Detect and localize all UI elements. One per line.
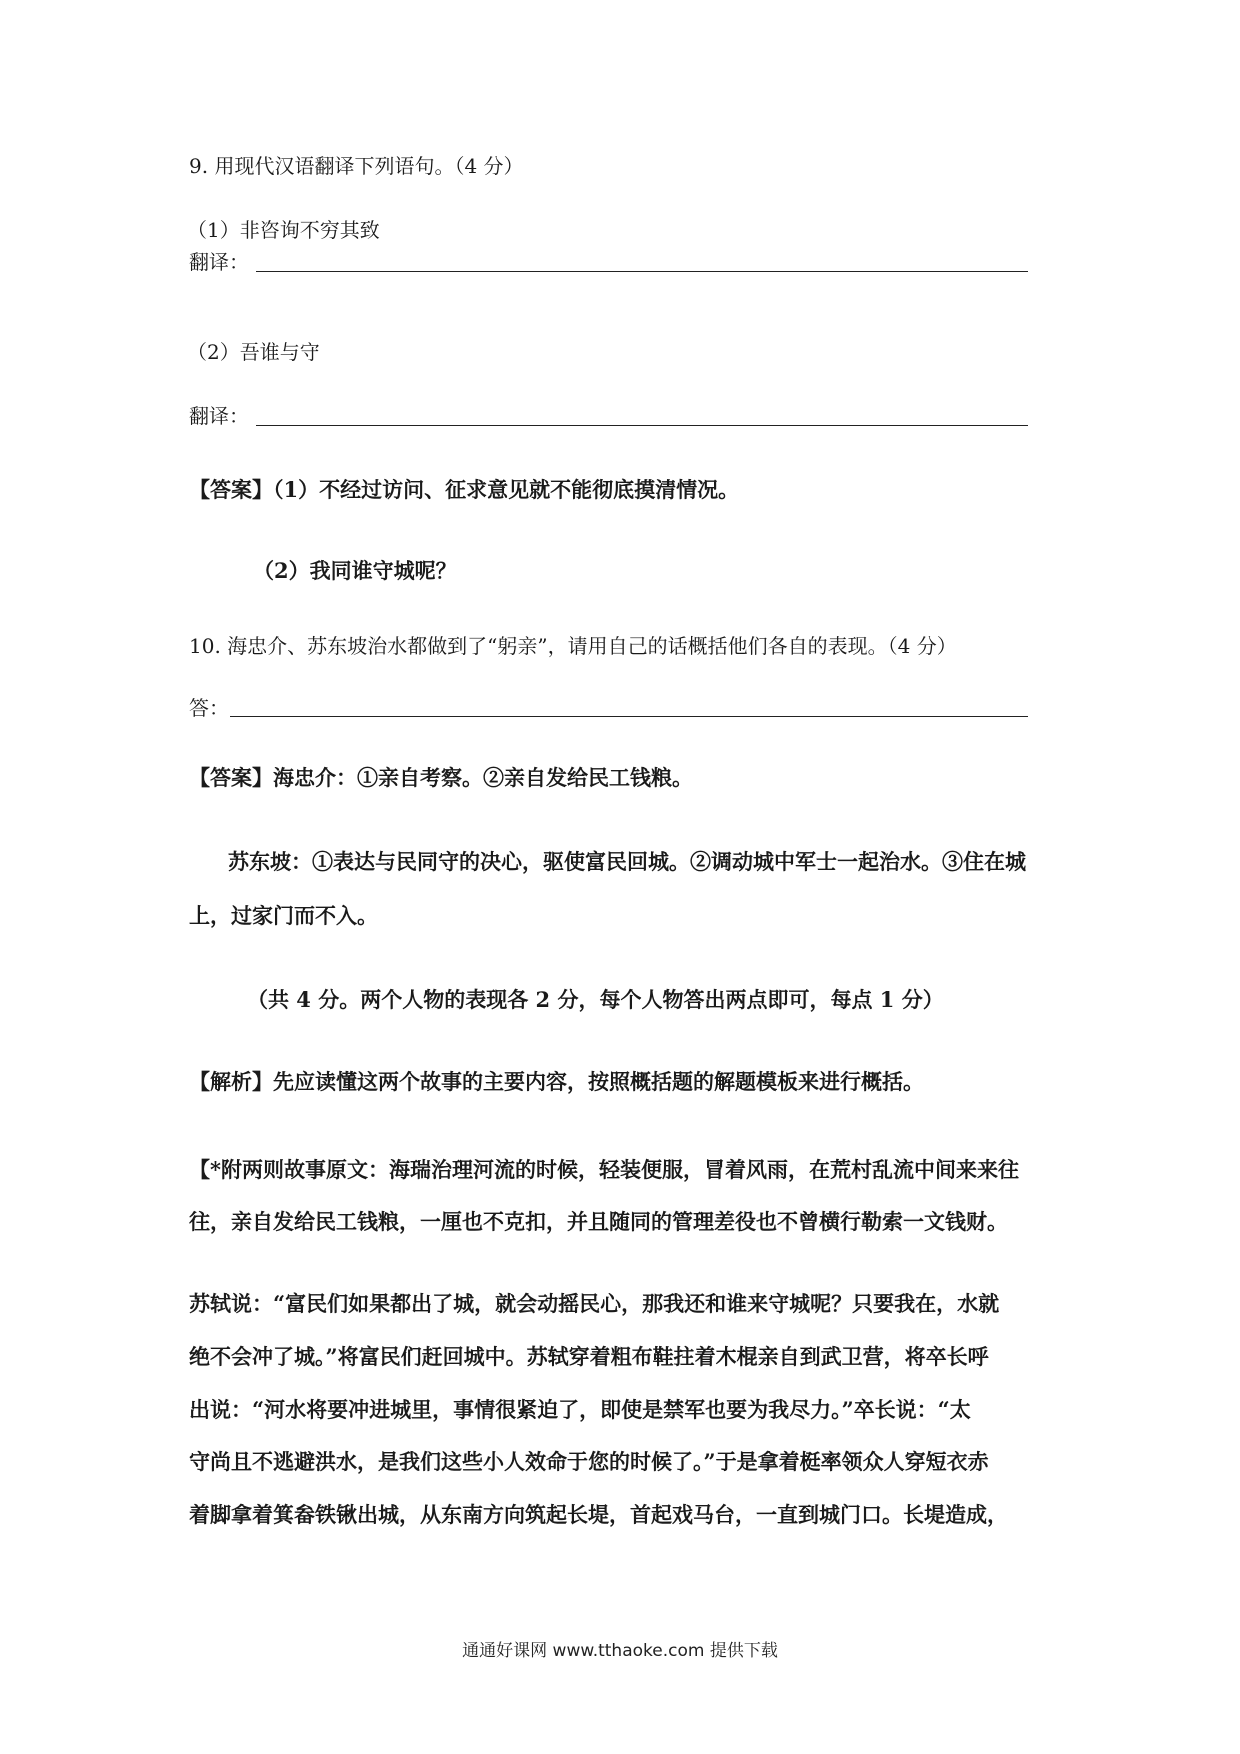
q9-answer-line-1 <box>256 271 1028 272</box>
q9-item-1: （1）非咨询不穷其致 <box>187 218 380 242</box>
analysis: 【解析】先应读懂这两个故事的主要内容，按照概括题的解题模板来进行概括。 <box>189 1069 924 1094</box>
appendix-line-3: 苏轼说：“富民们如果都出了城，就会动摇民心，那我还和谁来守城呢？只要我在，水就 <box>189 1291 1000 1316</box>
q10-answer-1: 【答案】海忠介：①亲自考察。②亲自发给民工钱粮。 <box>189 765 693 790</box>
q10-answer-3: 上，过家门而不入。 <box>189 903 378 928</box>
q10-answer-2: 苏东坡：①表达与民同守的决心，驱使富民回城。②调动城中军士一起治水。③住在城 <box>228 849 1026 874</box>
appendix-line-6: 守尚且不逃避洪水，是我们这些小人效命于您的时候了。”于是拿着梃率领众人穿短衣赤 <box>189 1449 989 1474</box>
q10-answer-line <box>230 716 1028 717</box>
q9-answer-line-2 <box>256 425 1028 426</box>
appendix-line-4: 绝不会冲了城。”将富民们赶回城中。苏轼穿着粗布鞋拄着木棍亲自到武卫营，将卒长呼 <box>189 1344 989 1369</box>
appendix-line-2: 往，亲自发给民工钱粮，一厘也不克扣，并且随同的管理差役也不曾横行勒索一文钱财。 <box>189 1209 1008 1234</box>
q10-answer-label: 答： <box>189 696 229 720</box>
page-footer[interactable]: 通通好课网 www.tthaoke.com 提供下载 <box>462 1641 778 1661</box>
q9-translate-label-1: 翻译： <box>189 250 249 274</box>
q9-item-2: （2）吾谁与守 <box>187 340 320 364</box>
q10-title: 10. 海忠介、苏东坡治水都做到了“躬亲”，请用自己的话概括他们各自的表现。（4 分） <box>189 634 957 658</box>
appendix-line-5: 出说：“河水将要冲进城里，事情很紧迫了，即使是禁军也要为我尽力。”卒长说：“太 <box>189 1397 971 1422</box>
q9-title: 9. 用现代汉语翻译下列语句。（4 分） <box>189 154 524 178</box>
appendix-line-1: 【*附两则故事原文：海瑞治理河流的时候，轻装便服，冒着风雨，在荒村乱流中间来来往 <box>189 1157 1019 1182</box>
appendix-line-7: 着脚拿着箕畚铁锹出城，从东南方向筑起长堤，首起戏马台，一直到城门口。长堤造成， <box>189 1502 1008 1527</box>
q9-answer-1: 【答案】（1）不经过访问、征求意见就不能彻底摸清情况。 <box>189 477 740 502</box>
q9-answer-2: （2）我同谁守城呢？ <box>253 558 457 583</box>
q10-score-note: （共 4 分。两个人物的表现各 2 分，每个人物答出两点即可，每点 1 分） <box>247 987 944 1012</box>
q9-translate-label-2: 翻译： <box>189 404 249 428</box>
